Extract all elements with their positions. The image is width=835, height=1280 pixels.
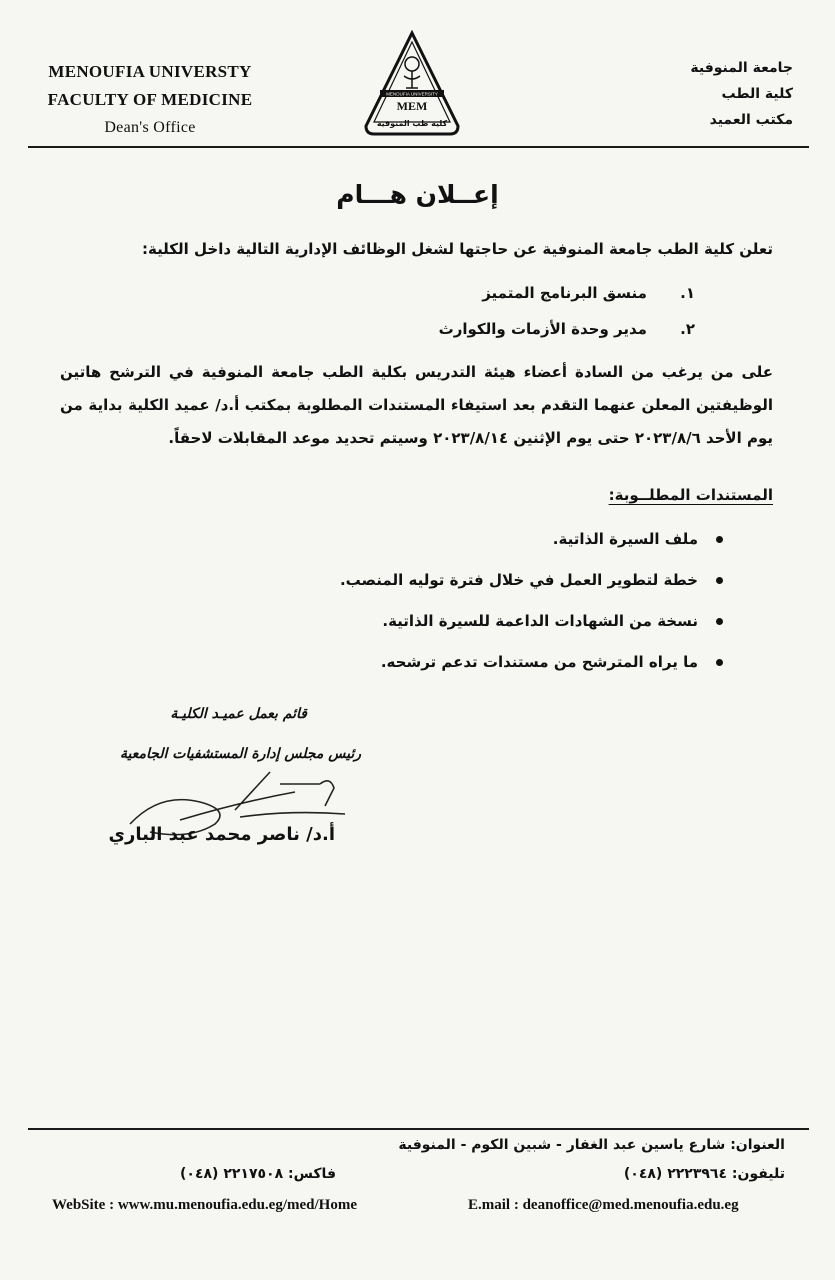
document-text: ملف السيرة الذاتية. bbox=[552, 530, 698, 548]
footer-fax: فاكس: ٢٢١٧٥٠٨ (٠٤٨) bbox=[180, 1166, 336, 1182]
document-item bbox=[382, 612, 723, 630]
position-number: ١. bbox=[680, 284, 695, 302]
faculty-name: FACULTY OF MEDICINE bbox=[47, 90, 253, 109]
header-english bbox=[30, 58, 270, 142]
bullet-icon bbox=[716, 536, 723, 543]
document-item bbox=[553, 530, 723, 548]
logo-top-text: MENOUFIA UNIVERSITY bbox=[386, 91, 438, 97]
position-item bbox=[439, 320, 695, 338]
header-arabic bbox=[653, 55, 793, 133]
bullet-icon bbox=[716, 659, 723, 666]
signatory-council: رئيس مجلس إدارة المستشفيات الجامعية bbox=[119, 746, 361, 762]
signatory-name: أ.د/ ناصر محمد عبد الباري bbox=[108, 824, 335, 845]
document-item bbox=[340, 571, 723, 589]
signatory-role: قائم بعمل عميـد الكليـة bbox=[170, 706, 307, 722]
bullet-icon bbox=[716, 577, 723, 584]
body-paragraph: على من يرغب من السادة أعضاء هيئة التدريس بكلية الطب جامعة المنوفية في الترشح هاتين الوظيفتين المعلن عنهما التقدم بعد استيفاء المستندات المطلوبة بمكتب أ.د/ عميد الكلية بداية من يوم الأحد ٢٠٢٣/٨/٦ حتى يوم الإثنين ٢٠٢٣/٨/١٤ وسيتم تحديد موعد المقابلات لاحقاً. bbox=[60, 363, 773, 447]
documents-heading: المستندات المطلــوبة: bbox=[608, 486, 773, 504]
footer-website: WebSite : www.mu.menoufia.edu.eg/med/Home bbox=[52, 1197, 357, 1213]
footer-email: E.mail : deanoffice@med.menoufia.edu.eg bbox=[468, 1197, 739, 1213]
office-name: Dean's Office bbox=[104, 119, 196, 136]
faculty-logo bbox=[362, 30, 462, 138]
document-text: ما يراه المترشح من مستندات تدعم ترشحه. bbox=[380, 653, 698, 671]
document-text: خطة لتطوير العمل في خلال فترة توليه المنصب. bbox=[339, 571, 698, 589]
footer-divider bbox=[28, 1128, 809, 1130]
bullet-icon bbox=[716, 618, 723, 625]
faculty-name-ar: كلية الطب bbox=[721, 86, 793, 102]
position-item bbox=[482, 284, 695, 302]
footer-phone: تليفون: ٢٢٢٣٩٦٤ (٠٤٨) bbox=[623, 1166, 785, 1182]
document-item bbox=[381, 653, 723, 671]
footer-address: العنوان: شارع ياسين عبد الغفار - شبين الكوم - المنوفية bbox=[398, 1137, 785, 1153]
university-name: MENOUFIA UNIVERSTY bbox=[48, 62, 252, 81]
position-text: منسق البرنامج المتميز bbox=[482, 284, 647, 302]
header-divider bbox=[28, 146, 809, 148]
position-number: ٢. bbox=[680, 320, 695, 338]
document-text: نسخة من الشهادات الداعمة للسيرة الذاتية. bbox=[382, 612, 698, 630]
office-name-ar: مكتب العميد bbox=[709, 112, 793, 128]
logo-mid-text: MEM bbox=[396, 99, 428, 113]
logo-bottom-text: كلية طب المنوفية bbox=[376, 119, 448, 128]
position-text: مدير وحدة الأزمات والكوارث bbox=[438, 320, 647, 338]
university-name-ar: جامعة المنوفية bbox=[690, 60, 793, 76]
page-title: إعــلان هـــام bbox=[336, 180, 499, 209]
intro-text: تعلن كلية الطب جامعة المنوفية عن حاجتها لشغل الوظائف الإدارية التالية داخل الكلية: bbox=[141, 240, 773, 258]
